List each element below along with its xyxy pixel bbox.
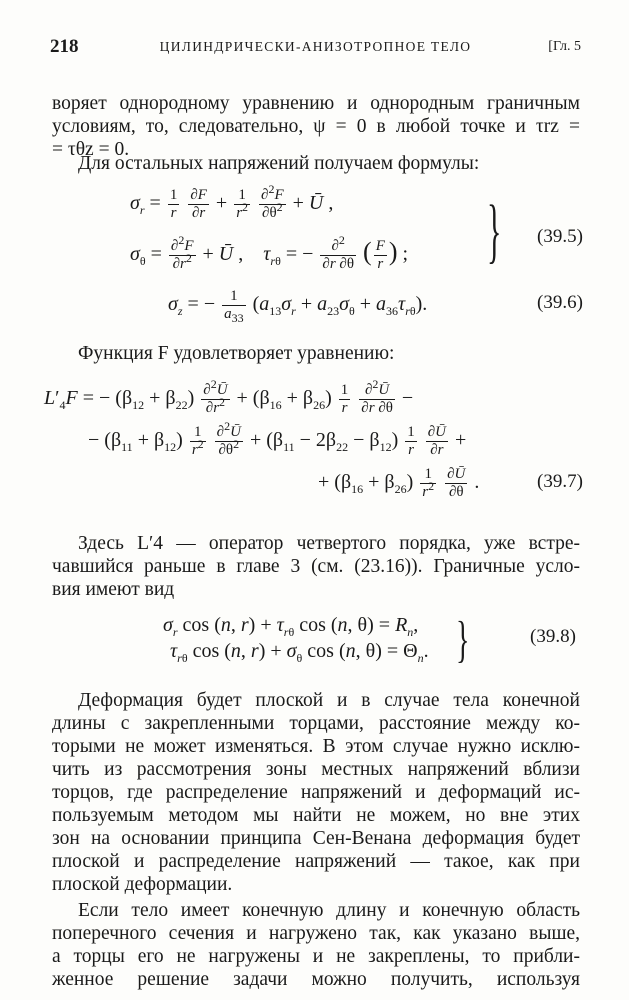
paragraph-1	[52, 92, 580, 161]
text-line: поперечного сечения и нагружено так, как указано выше,	[52, 923, 580, 944]
text-line: вия имеют вид	[52, 579, 175, 600]
equation-number: (39.7)	[537, 471, 583, 492]
paragraph-2	[52, 152, 580, 175]
text-line: чавшийся раньше в главе 3 (см. (23.16)). Граничные усло-	[52, 556, 580, 577]
text-line: плоской деформации.	[52, 874, 233, 895]
text-line: зон на основании принципа Сен-Венана деформация будет	[52, 828, 580, 849]
text-line: = τθz = 0.	[52, 139, 130, 160]
equation-number: (39.6)	[537, 292, 583, 313]
running-title: ЦИЛИНДРИЧЕСКИ-АНИЗОТРОПНОЕ ТЕЛО	[159, 39, 472, 54]
equation-39-7-line-1: $L'_4F$ = − $(\beta_{12} + \beta_{22})$ $\frac{\partial^2Ū}{\partial r^2}$ + $(\beta_{16} + \beta_{26})$ $\frac{1}{r}$ $\frac{\partial^2Ū}{\partial r \partial\theta}$ −	[44, 377, 414, 416]
equation-39-8-line-1: $\sigma_r$ cos (n, $r) + \tau_{r\theta}$ cos (n, $\theta) = R_n$,	[163, 614, 419, 639]
equation-39-5-line-1: $\sigma_r$ = $\frac{1}{r}$ $\frac{\partial F}{\partial r}$ + $\frac{1}{r^2}$ $\frac{\partial^2F}{\partial\theta^2}$ + Ū ,	[130, 182, 334, 221]
equation-39-8-line-2: $\tau_{r\theta}$ cos (n, $r) + \sigma_\theta$ cos (n, $\theta) = \Theta_n$.	[170, 640, 429, 665]
text-line: а торцы его не нагружены и не закреплены, то прибли-	[52, 946, 580, 967]
text-line: Функция F удовлетворяет уравнению:	[78, 343, 395, 364]
paragraph-3	[52, 342, 580, 365]
text-line: Для остальных напряжений получаем формулы:	[78, 153, 480, 174]
paragraph-6	[52, 899, 580, 991]
equation-39-6: $\sigma_z$ = − $\frac{1}{a_{33}}$ $(a_{13}\sigma_r + a_{23}\sigma_\theta + a_{36}\tau_{r\theta})$.	[168, 288, 428, 325]
text-line: пользуемым методом мы найти не можем, но вне этих	[52, 805, 580, 826]
running-header	[50, 36, 581, 60]
text-line: плоской и распределение напряжений — такое, как при	[52, 851, 580, 872]
paragraph-4	[52, 532, 580, 601]
right-brace: }	[456, 613, 470, 669]
equation-number: (39.8)	[530, 626, 576, 647]
page-number: 218	[50, 36, 79, 57]
text-line: чить из рассмотрения зоны местных напряжений вблизи	[52, 759, 580, 780]
chapter-ref: [Гл. 5	[548, 39, 581, 54]
equation-39-5-line-2: $\sigma_\theta$ = $\frac{\partial^2F}{\partial r^2}$ + Ū , $\tau_{r\theta}$ = − $\frac{\partial^2}{\partial r \partial\theta}$ ( $\frac{F}{r}$ ) ;	[130, 232, 409, 272]
text-line: Если тело имеет конечную длину и конечную область	[78, 900, 580, 921]
text-line: длины с закрепленными торцами, расстояние между ко-	[52, 713, 580, 734]
right-brace: }	[487, 192, 502, 272]
equation-39-7-line-3: + $(\beta_{16} + \beta_{26})$ $\frac{1}{r^2}$ $\frac{\partial Ū}{\partial\theta}$ .	[318, 466, 480, 500]
text-line: женное решение задачи можно получить, используя	[52, 969, 580, 990]
text-line: торцов, где распределение напряжений и деформаций ис-	[52, 782, 580, 803]
paragraph-5	[52, 689, 580, 896]
text-line: Здесь L′4 — оператор четвертого порядка, уже встре-	[78, 533, 580, 554]
text-line: торыми не может изменяться. В этом случае нужно исклю-	[52, 736, 580, 757]
text-line: воряет однородному уравнению и однородным граничным	[52, 93, 580, 114]
text-line: условиям, то, следовательно, ψ = 0 в любой точке и τrz =	[52, 116, 580, 137]
equation-39-7-line-2: − $(\beta_{11} + \beta_{12})$ $\frac{1}{r^2}$ $\frac{\partial^2Ū}{\partial\theta^2}$ + $(\beta_{11} - 2\beta_{22} - \beta_{12})$ $\frac{1}{r}$ $\frac{\partial Ū}{\partial r}$ +	[88, 419, 467, 458]
equation-number: (39.5)	[537, 226, 583, 247]
text-line: Деформация будет плоской и в случае тела конечной	[78, 690, 580, 711]
